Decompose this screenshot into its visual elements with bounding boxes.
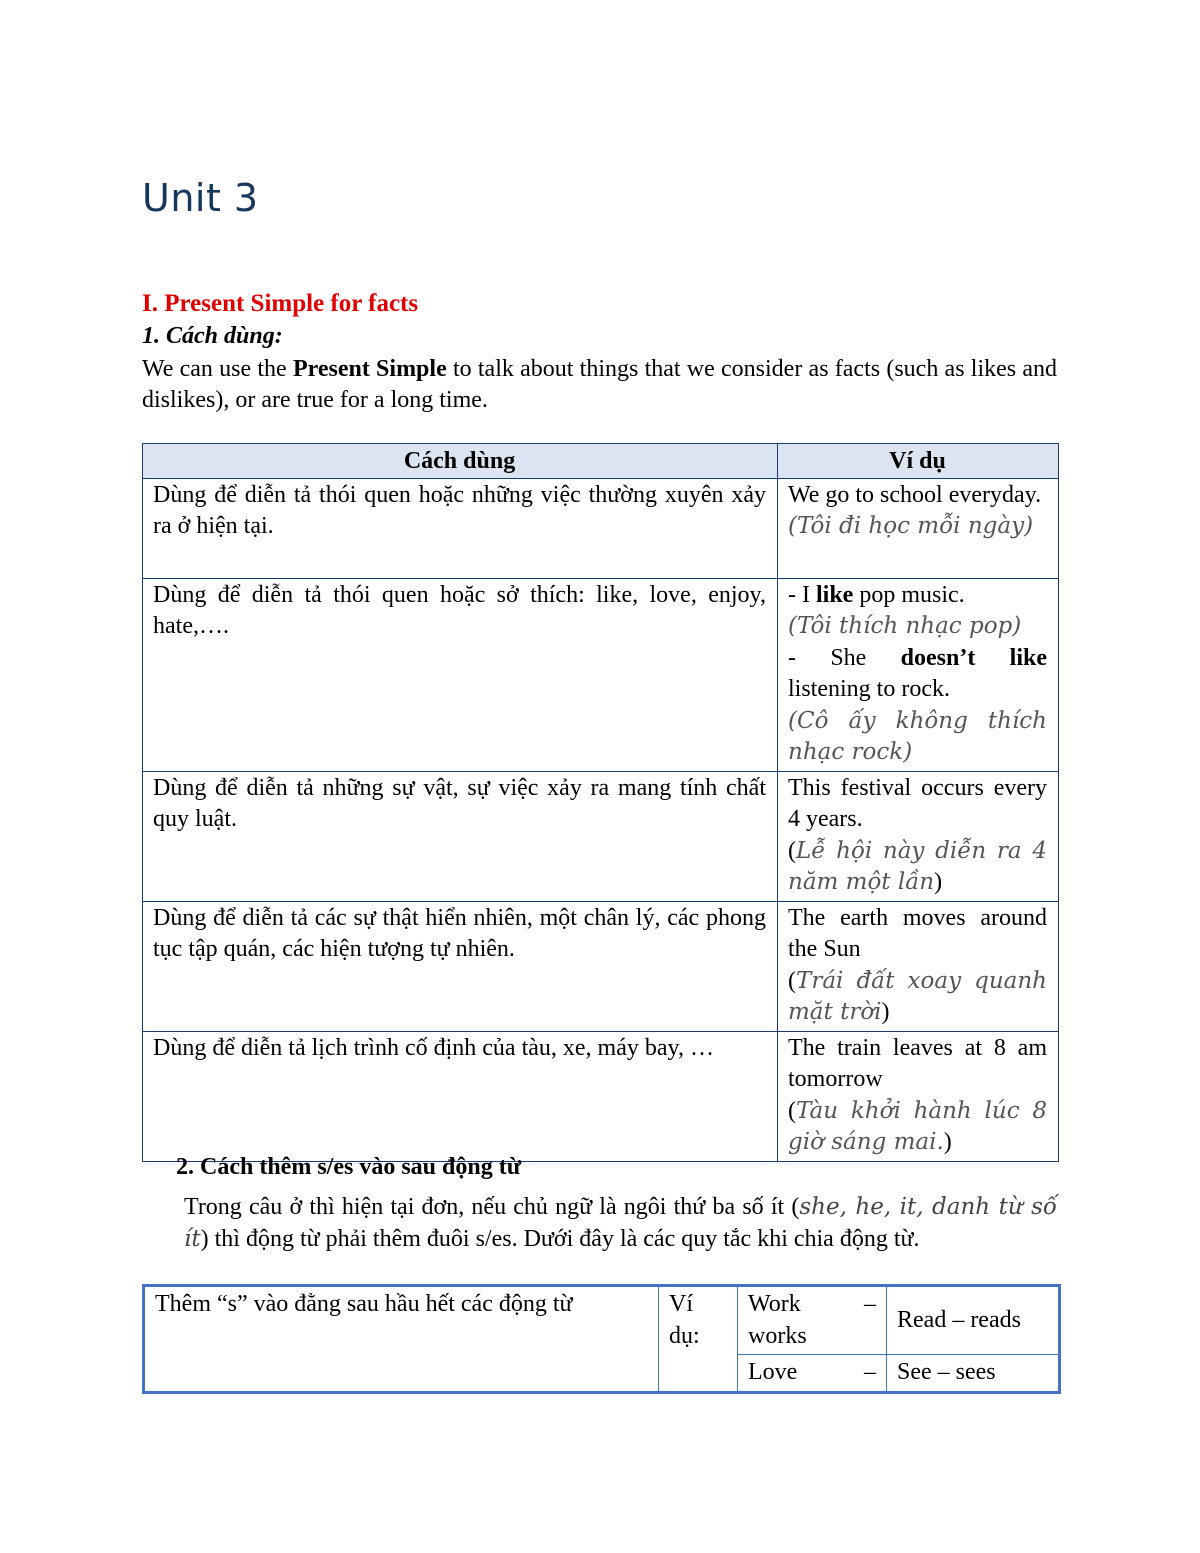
table-row <box>143 578 1059 771</box>
section2-intro: Trong câu ở thì hiện tại đơn, nếu chủ ngữ là ngôi thứ ba số ít (she, he, it, danh từ số ít) thì động từ phải thêm đuôi s/es. Dưới đây là các quy tắc khi chia động từ. <box>184 1194 1058 1252</box>
example-cell <box>778 1031 1059 1161</box>
table-row <box>144 1286 1060 1355</box>
example-text: This festival occurs every 4 years. <box>788 774 1047 832</box>
example-text: The earth moves around the Sun <box>788 904 1047 962</box>
table-row <box>143 901 1059 1031</box>
intro-paragraph <box>142 354 1057 416</box>
example-translation: (Cô ấy không thích nhạc rock) <box>788 707 1047 765</box>
example-translation: (Trái đất xoay quanh mặt trời) <box>788 967 1047 1025</box>
rule-cell: Thêm “s” vào đằng sau hầu hết các động từ <box>144 1286 659 1393</box>
intro-text: We can use the <box>142 356 293 382</box>
example-text: - I like pop music. <box>788 581 965 608</box>
example-cell: Read – reads <box>887 1286 1060 1355</box>
example-text: We go to school everyday. <box>788 481 1042 508</box>
table-header-row <box>143 444 1059 479</box>
usage-cell: Dùng để diễn tả các sự thật hiển nhiên, một chân lý, các phong tục tập quán, các hiện tượng tự nhiên. <box>143 901 778 1031</box>
usage-cell: Dùng để diễn tả thói quen hoặc những việc thường xuyên xảy ra ở hiện tại. <box>143 478 778 578</box>
example-text: - She doesn’t like listening to rock. <box>788 644 1047 702</box>
example-translation: (Tôi đi học mỗi ngày) <box>788 513 1034 539</box>
example-cell <box>778 578 1059 771</box>
example-translation: (Tàu khởi hành lúc 8 giờ sáng mai.) <box>788 1097 1047 1155</box>
section2-heading: 2. Cách thêm s/es vào sau động từ <box>176 1154 522 1180</box>
example-translation: (Tôi thích nhạc pop) <box>788 613 1022 639</box>
table-row <box>143 1031 1059 1161</box>
header-usage: Cách dùng <box>143 444 778 479</box>
usage-table <box>142 443 1059 1162</box>
example-cell <box>778 478 1059 578</box>
vidu-cell: Ví dụ: <box>659 1286 738 1393</box>
example-cell: Love – <box>738 1355 887 1393</box>
intro-text-rest: to talk about things that we consider as facts (such as likes and dislikes), or are true for a long time. <box>142 356 1057 413</box>
example-cell: Work – works <box>738 1286 887 1355</box>
example-text: The train leaves at 8 am tomorrow <box>788 1034 1047 1092</box>
example-cell: See – sees <box>887 1355 1060 1393</box>
table-row <box>143 478 1059 578</box>
table-row <box>143 771 1059 901</box>
unit-title: Unit 3 <box>142 176 259 220</box>
usage-cell: Dùng để diễn tả thói quen hoặc sở thích: like, love, enjoy, hate,…. <box>143 578 778 771</box>
header-example: Ví dụ <box>778 444 1059 479</box>
example-translation: (Lễ hội này diễn ra 4 năm một lần) <box>788 837 1047 895</box>
section-heading: I. Present Simple for facts <box>142 290 419 317</box>
usage-subheading: 1. Cách dùng: <box>142 323 283 349</box>
rules-table <box>142 1284 1061 1394</box>
example-cell <box>778 771 1059 901</box>
example-cell <box>778 901 1059 1031</box>
usage-cell: Dùng để diễn tả lịch trình cố định của tàu, xe, máy bay, … <box>143 1031 778 1161</box>
intro-bold-term: Present Simple <box>292 356 447 382</box>
usage-cell: Dùng để diễn tả những sự vật, sự việc xảy ra mang tính chất quy luật. <box>143 771 778 901</box>
